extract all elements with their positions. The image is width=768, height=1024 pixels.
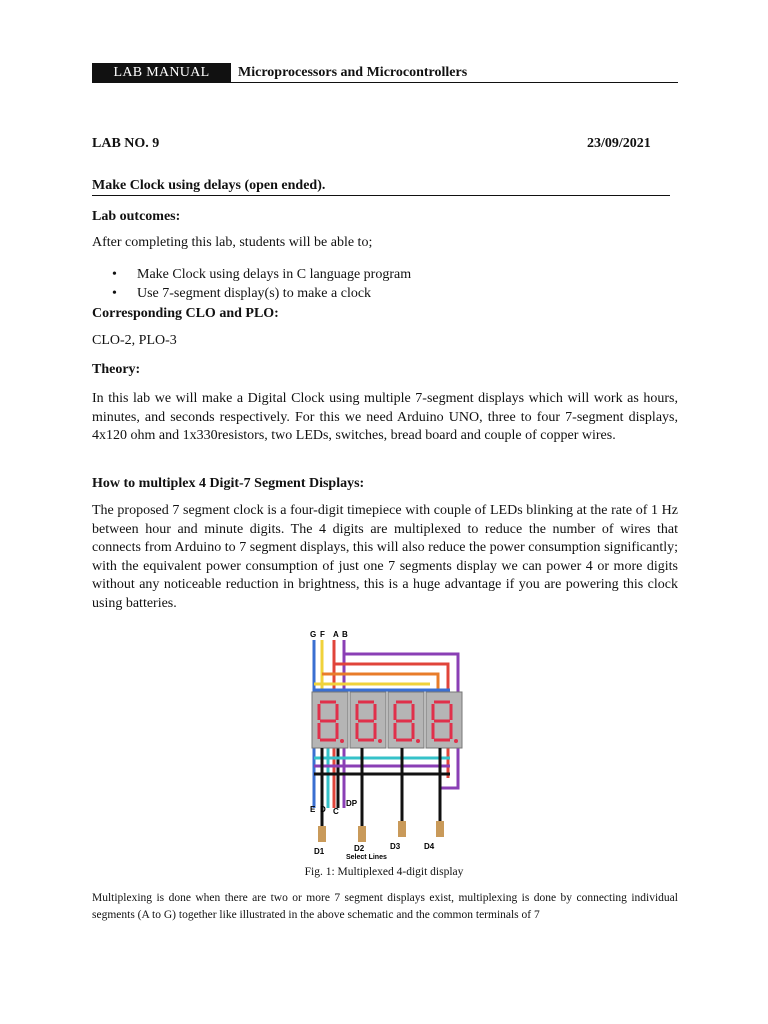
clo-text: CLO-2, PLO-3	[92, 333, 177, 348]
lab-title: Make Clock using delays (open ended).	[92, 178, 326, 193]
seven-segment-digits	[312, 692, 462, 748]
course-title: Microprocessors and Microcontrollers	[238, 65, 468, 80]
title-divider	[92, 195, 670, 196]
outcome-item: • Make Clock using delays in C language program	[92, 265, 678, 284]
outcome-item: • Use 7-segment display(s) to make a clock	[92, 284, 678, 303]
theory-paragraph: In this lab we will make a Digital Clock using multiple 7-segment displays which will work as hours, minutes, and seconds respectively. For this we need Arduino UNO, three to four 7-segment displays, 4x120 ohm and 1x330resistors, two LEDs, switches, bread board and couple of copper wires.	[92, 391, 678, 443]
label-c: C	[333, 807, 339, 816]
label-f: F	[320, 630, 325, 639]
lab-date: 23/09/2021	[587, 136, 651, 151]
label-d3: D3	[390, 842, 401, 851]
figure-caption: Fig. 1: Multiplexed 4-digit display	[304, 866, 464, 878]
label-d: D	[320, 805, 326, 814]
header-divider	[92, 82, 678, 83]
multiplex-heading: How to multiplex 4 Digit-7 Segment Displays:	[92, 476, 365, 491]
label-b: B	[342, 630, 348, 639]
label-d1: D1	[314, 847, 325, 856]
label-d4: D4	[424, 842, 435, 851]
lab-manual-label: LAB MANUAL	[92, 63, 231, 82]
outcomes-heading: Lab outcomes:	[92, 209, 181, 224]
lab-number: LAB NO. 9	[92, 136, 160, 151]
select-wires	[322, 748, 440, 828]
multiplex-paragraph: The proposed 7 segment clock is a four-digit timepiece with couple of LEDs blinking at the rate of 1 Hz between hour and minute digits. The 4 digits are multiplexed to reduce the number of wires that connects from Arduino to 7 segment displays, this will also reduce the power consumption significantly; with the equivalent power consumption of just one 7 segments display we can power 4 or more digits without any noticeable reduction in brightness, this is a huge advantage if you are powering this clock using batteries.	[92, 503, 678, 611]
label-a: A	[333, 630, 339, 639]
outcomes-list	[92, 265, 678, 303]
resistors	[318, 821, 444, 842]
label-d2: D2	[354, 844, 365, 853]
label-e: E	[310, 805, 316, 814]
multiplexed-display-figure	[300, 628, 470, 863]
clo-heading: Corresponding CLO and PLO:	[92, 306, 279, 321]
outcomes-intro: After completing this lab, students will be able to;	[92, 235, 373, 250]
label-dp: DP	[346, 799, 358, 808]
theory-heading: Theory:	[92, 362, 141, 377]
label-select-lines: Select Lines	[346, 854, 387, 861]
label-g: G	[310, 630, 317, 639]
footer-paragraph: Multiplexing is done when there are two or more 7 segment displays exist, multiplexing is done by connecting individual segments (A to G) together like illustrated in the above schematic and the common terminals of 7	[92, 892, 678, 921]
